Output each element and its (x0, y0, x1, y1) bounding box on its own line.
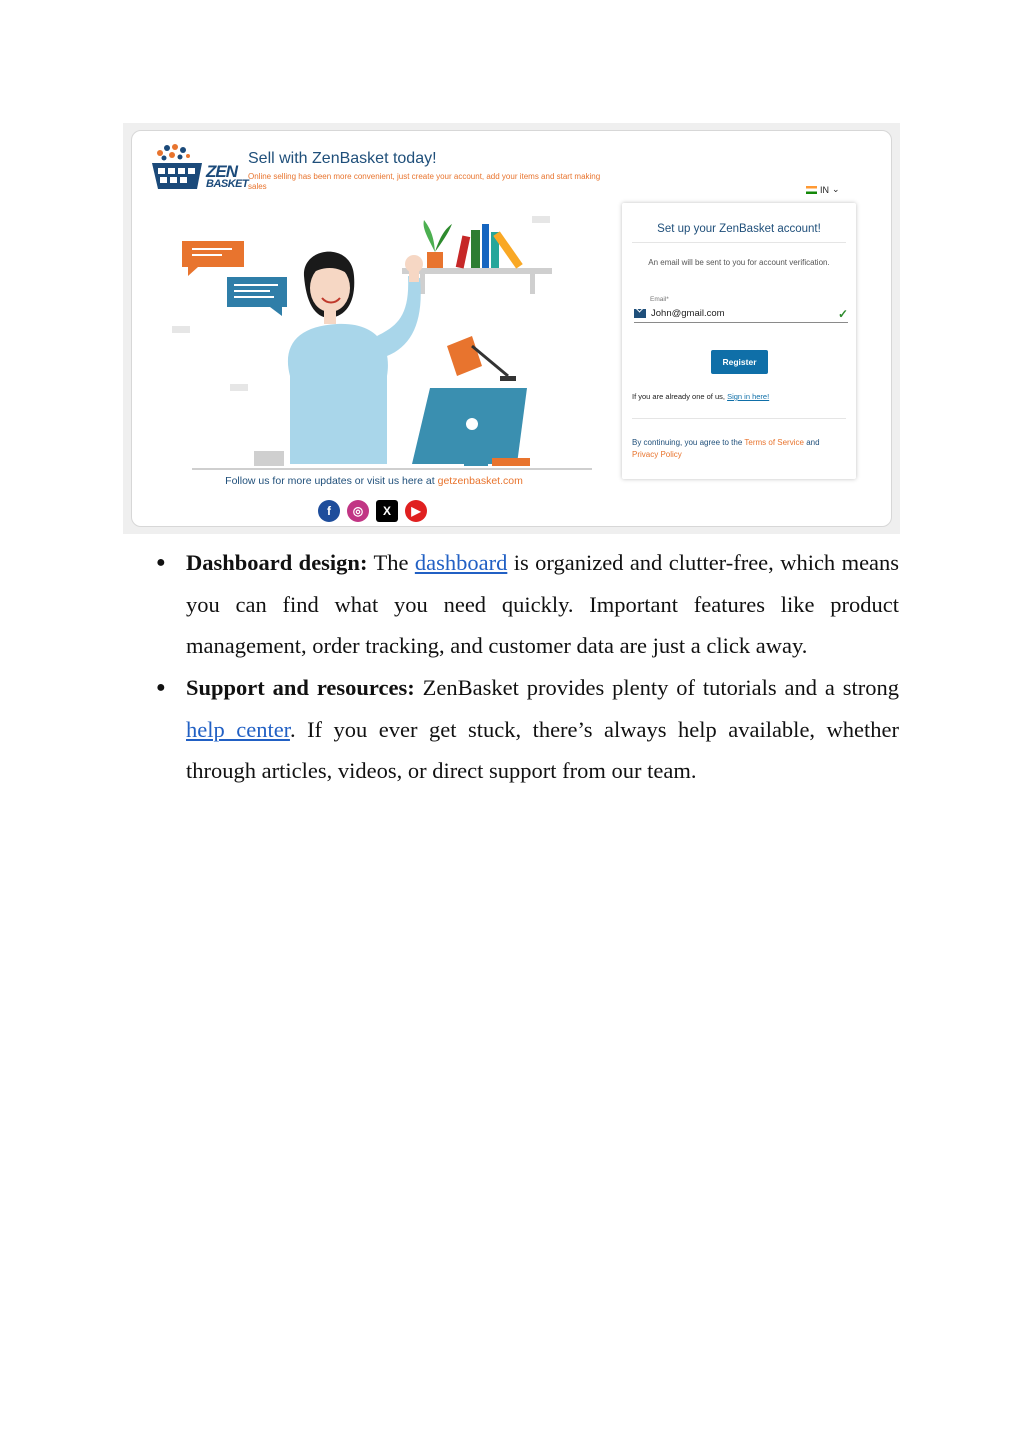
bullet-text-post: is organized and clutter-free, which means you can find what you need quickly. Important features like product management, order tracking, and customer data are just a click away. (186, 550, 900, 659)
signin-line (632, 392, 769, 401)
divider (632, 418, 846, 419)
instagram-icon[interactable]: ◎ (347, 500, 369, 522)
headline: Sell with ZenBasket today! (248, 150, 437, 167)
mail-icon (634, 309, 646, 318)
email-field[interactable] (634, 305, 848, 323)
zenbasket-screenshot (123, 123, 900, 534)
x-icon[interactable]: X (376, 500, 398, 522)
checkmark-icon: ✓ (837, 306, 848, 321)
bullet-dot: ● (156, 554, 166, 571)
terms-link[interactable]: Terms of Service (744, 438, 804, 447)
youtube-icon[interactable]: ▶ (405, 500, 427, 522)
register-panel (622, 203, 856, 479)
bullet-support (186, 667, 899, 792)
signin-prefix: If you are already one of us, (632, 392, 725, 401)
verification-note: An email will be sent to you for account verification. (648, 258, 830, 267)
language-code: IN (820, 184, 829, 195)
social-icons (318, 500, 427, 522)
subline: Online selling has been more convenient, just create your account, add your items and start making sales (248, 172, 601, 191)
logo-word-zen: ZEN (206, 162, 237, 181)
bullet-dashboard (186, 542, 899, 667)
help-center-link[interactable]: help center (186, 716, 290, 742)
terms-prefix: By continuing, you agree to the (632, 438, 743, 447)
bullet-dot: ● (156, 679, 166, 696)
bullet-text-pre: The (373, 550, 409, 575)
terms-and: and (806, 438, 820, 447)
india-flag-icon (806, 186, 817, 194)
site-link[interactable]: getzenbasket.com (437, 475, 523, 487)
bullet-text-pre: ZenBasket provides plenty of tutorials and a strong (422, 675, 899, 700)
register-button[interactable]: Register (711, 350, 768, 374)
email-label: Email* (650, 296, 669, 303)
privacy-link[interactable]: Privacy Policy (632, 450, 682, 459)
panel-title: Set up your ZenBasket account! (657, 223, 821, 235)
facebook-icon[interactable]: f (318, 500, 340, 522)
language-selector[interactable] (806, 184, 840, 195)
follow-label: Follow us for more updates or visit us here at (225, 475, 435, 487)
email-value[interactable]: John@gmail.com (651, 308, 725, 319)
zenbasket-logo (150, 139, 249, 199)
signin-link[interactable]: Sign in here! (727, 392, 770, 401)
bullet-heading: Dashboard design: (186, 550, 368, 575)
chevron-down-icon: ⌄ (832, 184, 840, 194)
dashboard-link[interactable]: dashboard (414, 550, 508, 575)
signup-card (131, 130, 892, 527)
follow-text (132, 475, 616, 487)
bullet-heading: Support and resources: (186, 675, 415, 700)
bullet-text-post: . If you ever get stuck, there’s always help available, whether through articles, videos, or direct support from our team. (186, 716, 900, 784)
terms-text (632, 437, 846, 461)
illustration (172, 206, 592, 476)
logo-word-basket: BASKET (206, 178, 249, 190)
divider (632, 242, 846, 243)
